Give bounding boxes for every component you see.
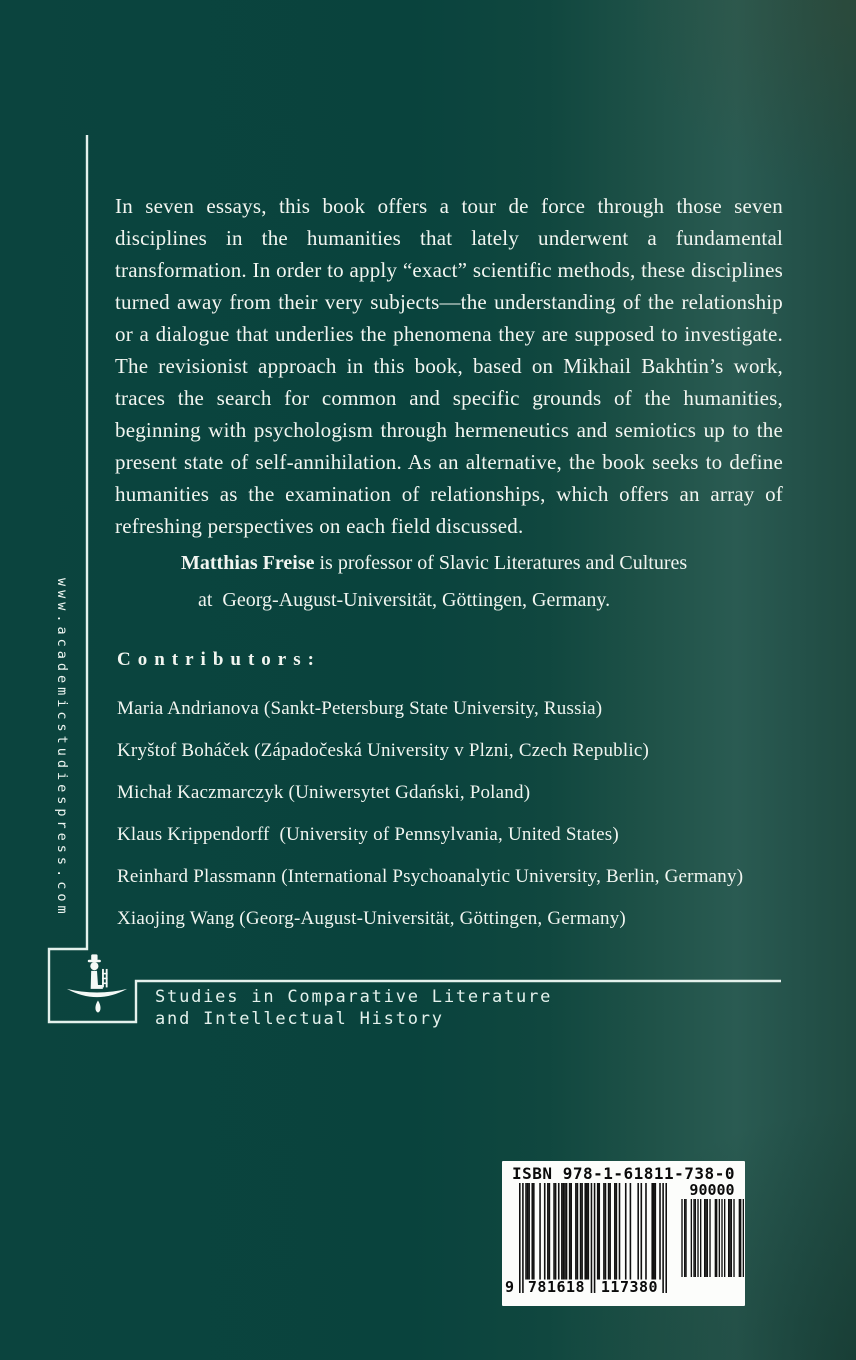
isbn-number-label: ISBN 978-1-61811-738-0: [512, 1164, 735, 1183]
series-title-line1: Studies in Comparative Literature: [155, 987, 553, 1007]
barcode-supplement-label: 90000: [689, 1181, 735, 1199]
isbn-barcode-panel: [502, 1161, 745, 1306]
contributor-entry: Klaus Krippendorff (University of Pennsylvania, United States): [117, 824, 619, 845]
author-bio-rest: is professor of Slavic Literatures and Cultures: [314, 552, 688, 574]
author-bio-line1: [181, 545, 781, 582]
contributor-entry: Michał Kaczmarczyk (Uniwersytet Gdański, Poland): [117, 782, 531, 803]
series-title-line2: and Intellectual History: [155, 1008, 444, 1029]
series-title: [155, 987, 552, 1030]
contributors-heading: Contributors:: [117, 649, 321, 670]
barcode-digits-group1: 781618: [527, 1278, 586, 1296]
contributor-entry: Maria Andrianova (Sankt-Petersburg State University, Russia): [117, 698, 603, 719]
ean13-barcode-bars: [519, 1183, 667, 1293]
barcode-digit-lead: 9: [505, 1278, 515, 1296]
publisher-logo-rower-in-boat-icon: [64, 950, 130, 1018]
contributor-entry: Kryštof Boháček (Západočeská University v Plzni, Czech Republic): [117, 740, 649, 761]
blurb-text: In seven essays, this book offers a tour de force through those seven disciplines in the humanities that lately underwent a fundamental transformation. In order to apply “exact” scientific methods, these disciplines turned away from their very subjects—the understanding of the relationship or a dialogue that underlies the phenomena they are supposed to investigate. The revisionist approach in this book, based on Mikhail Bakhtin’s work, traces the search for common and specific grounds of the humanities, beginning with psychologism through hermeneutics and semiotics up to the present state of self-annihilation. As an alternative, the book seeks to define humanities as the examination of relationships, which offers an array of refreshing perspectives on each field discussed.: [115, 194, 783, 538]
author-bio: [181, 545, 781, 619]
ean5-supplement-bars: [680, 1199, 744, 1277]
contributor-entry: Xiaojing Wang (Georg-August-Universität, Göttingen, Germany): [117, 908, 626, 929]
publisher-url: www.academicstudiespress.com: [54, 578, 70, 918]
contributor-entry: Reinhard Plassmann (International Psychoanalytic University, Berlin, Germany): [117, 866, 744, 887]
barcode-digits-group2: 117380: [600, 1278, 659, 1296]
author-name: Matthias Freise: [181, 552, 315, 574]
author-affiliation: at Georg-August-Universität, Göttingen, Germany.: [198, 589, 611, 611]
contributors-list: [117, 688, 856, 940]
